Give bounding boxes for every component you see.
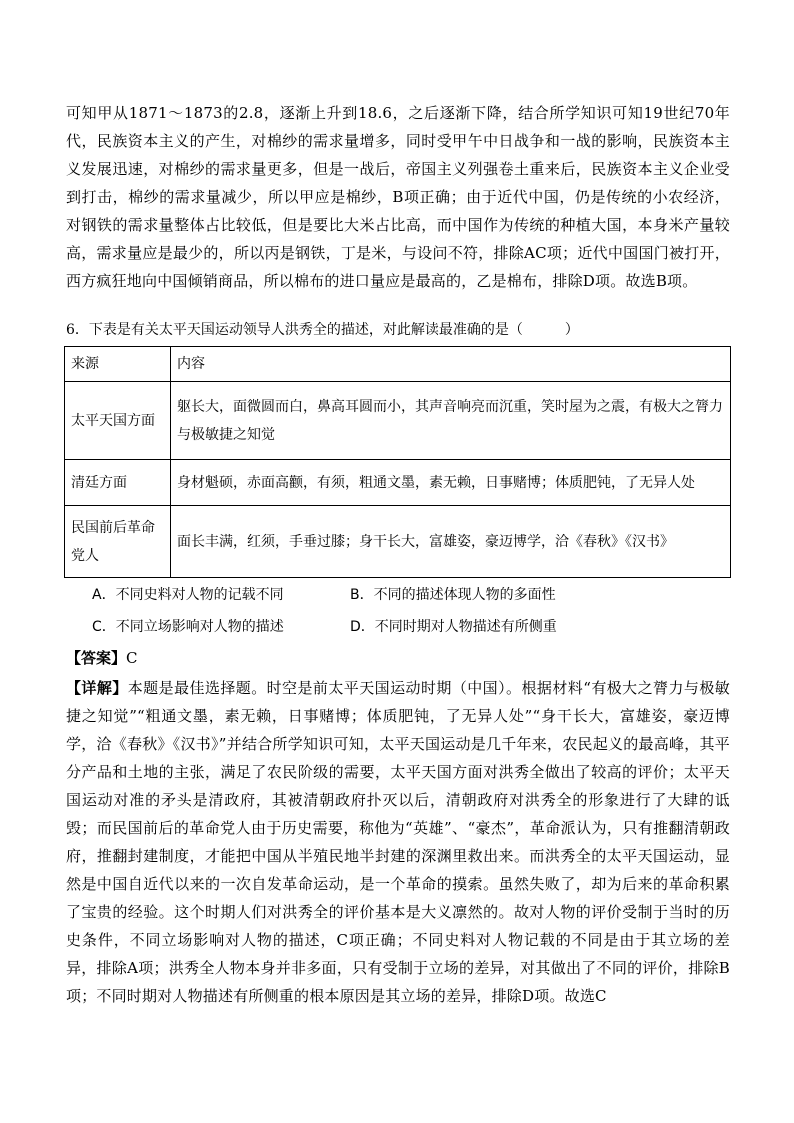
table-header-row	[65, 347, 731, 382]
table-header-cell: 内容	[171, 347, 731, 382]
detail-text: 本题是最佳选择题。时空是前太平天国运动时期（中国）。根据材料“有极大之膂力与极敏捷之知觉”“粗通文墨，素无赖，日事赌博；体质肥钝，了无异人处”“身干长大，富雄姿，豪迈博学，洽《春秋》《汉书》”并结合所学知识可知，太平天国运动是几千年来，农民起义的最高峰，其平分产品和土地的主张，满足了农民阶级的需要，太平天国方面对洪秀全做出了较高的评价；太平天国运动对准的矛头是清政府，其被清朝政府扑灭以后，清朝政府对洪秀全的形象进行了大肆的诋毁；而民国前后的革命党人由于历史需要，称他为“英雄”、“豪杰”，革命派认为，只有推翻清朝政府，推翻封建制度，才能把中国从半殖民地半封建的深渊里救出来。而洪秀全的太平天国运动，显然是中国自近代以来的一次自发革命运动，是一个革命的摸索。虽然失败了，却为后来的革命积累了宝贵的经验。这个时期人们对洪秀全的评价基本是大义凛然的。故对人物的评价受制于当时的历史条件，不同立场影响对人物的描述，C项正确；不同史料对人物记载的不同是由于其立场的差异，排除A项；洪秀全人物本身并非多面，只有受制于立场的差异，对其做出了不同的评价，排除B项；不同时期对人物描述有所侧重的根本原因是其立场的差异，排除D项。故选C	[66, 679, 730, 1005]
previous-explanation-paragraph: 可知甲从1871～1873的2.8，逐渐上升到18.6，之后逐渐下降，结合所学知识可知19世纪70年代，民族资本主义的产生，对棉纱的需求量增多，同时受甲午中日战争和一战的影响，民族资本主义发展迅速，对棉纱的需求量更多，但是一战后，帝国主义列强卷土重来后，民族资本主义企业受到打击，棉纱的需求量减少，所以甲应是棉纱，B项正确；由于近代中国，仍是传统的小农经济，对钢铁的需求量整体占比较低，但是要比大米占比高，而中国作为传统的种植大国，本身米产量较高，需求量应是最少的，所以丙是钢铁，丁是米，与设问不符，排除AC项；近代中国国门被打开，西方疯狂地向中国倾销商品，所以棉布的进口量应是最高的，乙是棉布，排除D项。故选B项。	[66, 104, 730, 290]
table-cell-content: 身材魁硕，赤面高颧，有须，粗通文墨，素无赖，日事赌博；体质肥钝，了无异人处	[171, 460, 731, 506]
table-row	[65, 382, 731, 460]
option-c: C．不同立场影响对人物的描述	[92, 619, 284, 635]
table-header-cell: 来源	[65, 347, 171, 382]
answer-label: 【答案】	[66, 649, 127, 667]
question-stem: 6．下表是有关太平天国运动领导人洪秀全的描述，对此解读最准确的是（ ）	[66, 322, 579, 338]
table-cell-content: 面长丰满，红须，手垂过膝；身干长大，富雄姿，豪迈博学，洽《春秋》《汉书》	[171, 506, 731, 578]
table-row	[65, 460, 731, 506]
option-a: A．不同史料对人物的记载不同	[92, 587, 284, 603]
table-cell-source: 清廷方面	[65, 460, 171, 506]
table-cell-source: 太平天国方面	[65, 382, 171, 460]
option-d: D．不同时期对人物描述有所侧重	[350, 619, 557, 635]
option-b: B．不同的描述体现人物的多面性	[350, 587, 556, 603]
detail-label: 【详解】	[66, 679, 128, 697]
answer-value: C	[126, 649, 138, 667]
detail-explanation	[66, 674, 730, 1010]
source-table	[64, 346, 731, 578]
answer-line	[66, 648, 138, 668]
table-cell-content: 躯长大，面微圆而白，鼻高耳圆而小，其声音响亮而沉重，笑时屋为之震，有极大之膂力与极敏捷之知觉	[171, 382, 731, 460]
table-row	[65, 506, 731, 578]
table-cell-source: 民国前后革命党人	[65, 506, 171, 578]
